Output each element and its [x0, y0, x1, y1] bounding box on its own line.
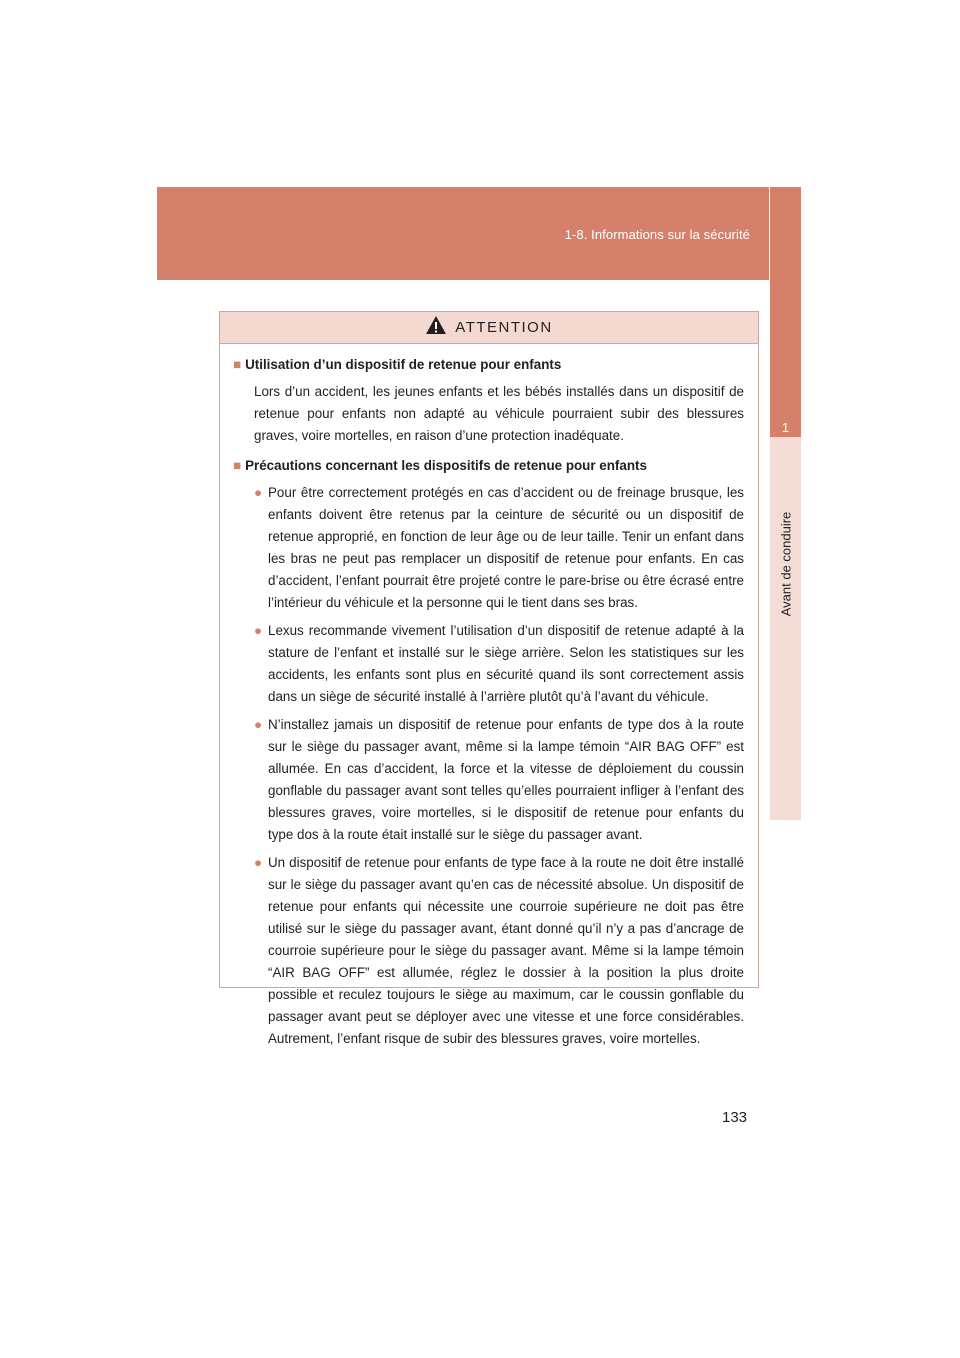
list-item — [254, 482, 744, 614]
section-title: 1-8. Informations sur la sécurité — [564, 227, 750, 242]
warning-title: ATTENTION — [455, 319, 553, 336]
bullet-dot-icon: ● — [254, 623, 263, 638]
warning-body — [220, 344, 758, 1050]
list-item-text: Un dispositif de retenue pour enfants de type face à la route ne doit être installé sur le siège du passager avant qu’en cas de nécessité absolue. Un dispositif de retenue pour enfants qui nécessite une courroie supérieure ne doit pas être utilisé sur le siège du passager avant, étant donné qu’il n’y a pas d’ancrage de courroie supérieure pour le siège du passager avant. Même si la lampe témoin “AIR BAG OFF” est allumée, réglez le dossier à la position la plus droite possible et reculez toujours le siège au maximum, car le coussin gonflable du passager avant peut se déployer avec une vitesse et une force considérables. Autrement, l’enfant risque de subir des blessures graves, voire mortelles. — [268, 855, 744, 1046]
bullet-dot-icon: ● — [254, 717, 263, 732]
square-bullet-icon: ■ — [233, 357, 242, 372]
list-item — [254, 620, 744, 708]
warning-triangle-icon — [425, 315, 447, 340]
section-heading-text: Utilisation d’un dispositif de retenue pour enfants — [245, 357, 562, 372]
warning-header — [220, 312, 758, 344]
list-item-text: Lexus recommande vivement l’utilisation d’un dispositif de retenue adapté à la stature de l’enfant et installé sur le siège arrière. Selon les statistiques sur les accidents, les enfants sont plus en sécurité quand ils sont correctement assis dans un siège de sécurité installé à l’arrière plutôt qu’à l’avant du véhicule. — [268, 623, 744, 704]
list-item-text: Pour être correctement protégés en cas d’accident ou de freinage brusque, les enfants doivent être retenus par la ceinture de sécurité ou un dispositif de retenue approprié, en fonction de leur âge ou de leur taille. Tenir un enfant dans les bras ne peut pas remplacer un dispositif de retenue pour enfants. En cas d’accident, l’enfant pourrait être projeté contre le pare-brise ou être écrasé entre l’intérieur du véhicule et la personne qui le tient dans ses bras. — [268, 485, 744, 610]
section-heading — [233, 354, 744, 376]
square-bullet-icon: ■ — [233, 458, 242, 473]
list-item-text: N’installez jamais un dispositif de retenue pour enfants de type dos à la route sur le siège du passager avant, même si la lampe témoin “AIR BAG OFF” est allumée. En cas d’accident, la force et la vitesse de déploiement du coussin gonflable du passager avant sont telles qu’elles pourraient infliger à l’enfant des blessures graves, voire mortelles, si le dispositif de retenue pour enfants du type dos à la route était installé sur le siège du passager avant. — [268, 717, 744, 842]
list-item — [254, 714, 744, 846]
chapter-tab — [770, 187, 801, 437]
chapter-label: Avant de conduire — [778, 511, 794, 617]
warning-box — [219, 311, 759, 1046]
section-heading-text: Précautions concernant les dispositifs de retenue pour enfants — [245, 458, 647, 473]
bullet-dot-icon: ● — [254, 855, 263, 870]
section-heading — [233, 455, 744, 477]
bullet-dot-icon: ● — [254, 485, 263, 500]
page-number: 133 — [722, 1109, 748, 1126]
list-item — [254, 852, 744, 1050]
chapter-number: 1 — [781, 420, 790, 435]
bullet-list — [233, 482, 744, 1050]
section-paragraph: Lors d’un accident, les jeunes enfants et les bébés installés dans un dispositif de retenue pour enfants non adapté au véhicule pourraient subir des blessures graves, voire mortelles, en raison d’une protection inadéquate. — [254, 384, 744, 443]
